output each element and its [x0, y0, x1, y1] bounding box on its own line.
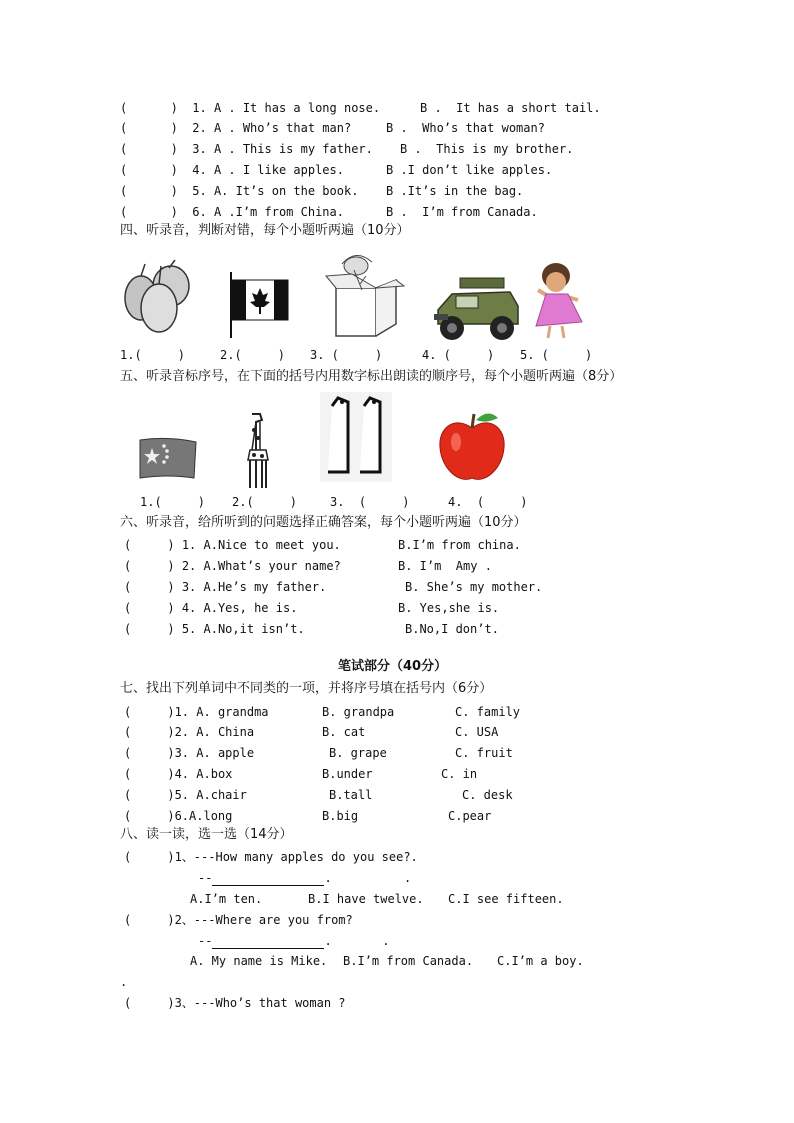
option-b: B.big: [322, 809, 359, 823]
question-1: ( )1、---How many apples do you see?.: [124, 850, 418, 864]
list-item: ( )1. A. grandma: [124, 705, 269, 719]
option-b: B. She’s my mother.: [405, 580, 543, 594]
jeep-image: [432, 270, 522, 344]
option-b: B. Yes,she is.: [398, 601, 500, 615]
list-item: ( ) 6. A .I’m from China.: [120, 205, 344, 219]
section-4-title: 四、听录音，判断对错，每个小题听两遍（10分）: [120, 223, 410, 238]
answer-blank-4[interactable]: 4. ( ): [448, 495, 528, 509]
list-item: ( )4. A.box: [124, 767, 233, 781]
q2-option-a: A. My name is Mike.: [190, 954, 328, 968]
option-c: C. USA: [455, 725, 499, 739]
canada-flag-image: [228, 270, 292, 338]
list-item: ( ) 4. A.Yes, he is.: [124, 601, 298, 615]
list-item: ( ) 4. A . I like apples.: [120, 163, 344, 177]
option-b: B. cat: [322, 725, 366, 739]
apples-image: [123, 258, 191, 334]
list-item: ( ) 1. A . It has a long nose.: [120, 101, 381, 115]
option-b: B .It’s in the bag.: [386, 184, 524, 198]
list-item: ( ) 5. A. It’s on the book.: [120, 184, 359, 198]
list-item: ( )6.A.long: [124, 809, 233, 823]
stray-dot: .: [120, 975, 128, 989]
section-7-title: 七、找出下列单词中不同类的一项，并将序号填在括号内（6分）: [120, 681, 493, 696]
list-item: ( ) 2. A . Who’s that man?: [120, 121, 352, 135]
answer-blank-4[interactable]: 4. ( ): [422, 348, 495, 362]
answer-blank-5[interactable]: 5. ( ): [520, 348, 593, 362]
girl-image: [528, 260, 586, 340]
option-b: B. grandpa: [322, 705, 395, 719]
option-c: C. in: [441, 767, 478, 781]
answer-blank-1[interactable]: 1.( ): [140, 495, 206, 509]
section-5-title: 五、听录音标序号，在下面的括号内用数字标出朗读的顺序号，每个小题听两遍（8分）: [120, 369, 623, 384]
list-item: ( ) 5. A.No,it isn’t.: [124, 622, 305, 636]
answer-blank-3[interactable]: 3. ( ): [330, 495, 410, 509]
section-8-title: 八、读一读，选一选（14分）: [120, 827, 293, 842]
q2-option-b: B.I’m from Canada.: [343, 954, 474, 968]
giraffe-image: [238, 410, 274, 490]
q1-option-b: B.I have twelve.: [308, 892, 424, 906]
list-item: ( )2. A. China: [124, 725, 255, 739]
list-item: ( ) 3. A . This is my father.: [120, 142, 373, 156]
question-2: ( )2、---Where are you from?: [124, 913, 353, 927]
option-b: B . It has a short tail.: [420, 101, 601, 115]
option-b: B.No,I don’t.: [405, 622, 499, 636]
option-b: B .I don’t like apples.: [386, 163, 553, 177]
list-item: ( ) 2. A.What’s your name?: [124, 559, 341, 573]
option-c: C. fruit: [455, 746, 513, 760]
section-6-title: 六、听录音，给所听到的问题选择正确答案，每个小题听两遍（10分）: [120, 515, 527, 530]
answer-line-2[interactable]: -- . .: [198, 934, 390, 948]
list-item: ( )5. A.chair: [124, 788, 247, 802]
list-item: ( ) 1. A.Nice to meet you.: [124, 538, 341, 552]
option-c: C.pear: [448, 809, 492, 823]
q2-option-c: C.I’m a boy.: [497, 954, 584, 968]
answer-blank-3[interactable]: 3. ( ): [310, 348, 383, 362]
list-item: ( ) 3. A.He’s my father.: [124, 580, 327, 594]
number-eleven-image: [320, 392, 392, 482]
box-image: [322, 250, 408, 340]
option-b: B . Who’s that woman?: [386, 121, 545, 135]
written-section-heading: 笔试部分（40分）: [338, 659, 448, 674]
question-3: ( )3、---Who’s that woman ?: [124, 996, 346, 1010]
option-b: B. grape: [329, 746, 387, 760]
option-b: B . I’m from Canada.: [386, 205, 538, 219]
answer-blank-2[interactable]: 2.( ): [232, 495, 298, 509]
answer-line-1[interactable]: -- . .: [198, 871, 412, 885]
china-flag-image: [138, 436, 198, 482]
q1-option-a: A.I’m ten.: [190, 892, 263, 906]
option-c: C. desk: [462, 788, 513, 802]
option-b: B.under: [322, 767, 373, 781]
option-b: B . This is my brother.: [400, 142, 574, 156]
answer-blank-2[interactable]: 2.( ): [220, 348, 286, 362]
option-c: C. family: [455, 705, 521, 719]
option-b: B.I’m from china.: [398, 538, 521, 552]
list-item: ( )3. A. apple: [124, 746, 255, 760]
option-b: B. I’m Amy .: [398, 559, 492, 573]
option-b: B.tall: [329, 788, 373, 802]
answer-blank-1[interactable]: 1.( ): [120, 348, 186, 362]
apple-image: [436, 410, 508, 486]
q1-option-c: C.I see fifteen.: [448, 892, 564, 906]
